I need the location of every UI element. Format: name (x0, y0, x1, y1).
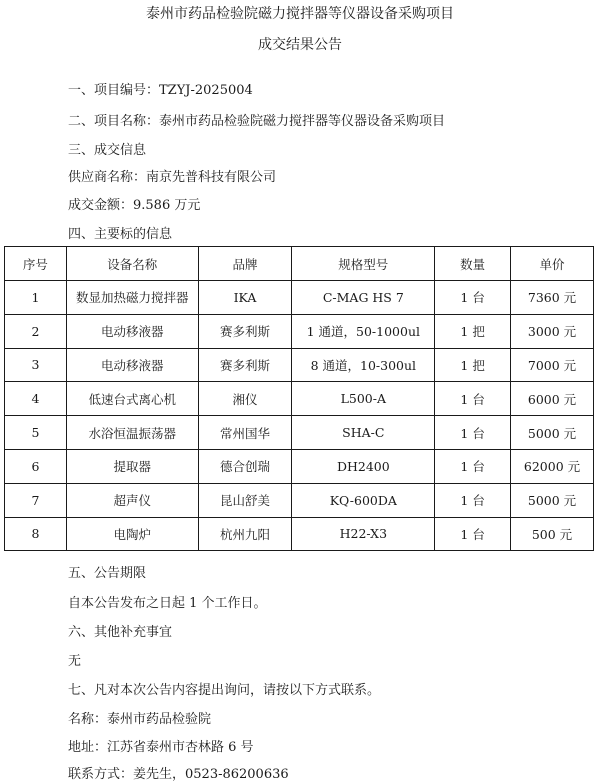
table-row (5, 416, 594, 450)
contact-address: 地址：江苏省泰州市杏林路 6 号 (68, 740, 254, 755)
project-name: 二、项目名称：泰州市药品检验院磁力搅拌器等仪器设备采购项目 (68, 114, 446, 129)
project-number: 一、项目编号：TZYJ-2025004 (68, 83, 253, 98)
cell-quantity: 1 台 (435, 449, 511, 483)
cell-equipment-name: 电陶炉 (66, 517, 198, 551)
cell-quantity: 1 台 (435, 517, 511, 551)
table-row (5, 348, 594, 382)
cell-model: 8 通道，10-300ul (292, 348, 435, 382)
cell-unit-price: 7360 元 (511, 281, 594, 315)
section-three-heading: 三、成交信息 (68, 143, 147, 158)
header-index: 序号 (5, 247, 67, 281)
cell-equipment-name: 电动移液器 (66, 348, 198, 382)
table-row (5, 281, 594, 315)
cell-quantity: 1 台 (435, 382, 511, 416)
header-brand: 品牌 (198, 247, 292, 281)
table-row (5, 483, 594, 517)
cell-model: SHA-C (292, 416, 435, 450)
cell-unit-price: 3000 元 (511, 314, 594, 348)
items-table (4, 246, 594, 551)
header-equipment-name: 设备名称 (66, 247, 198, 281)
cell-unit-price: 6000 元 (511, 382, 594, 416)
cell-brand: 德合创瑞 (198, 449, 292, 483)
other-matters: 无 (68, 654, 82, 669)
cell-quantity: 1 把 (435, 348, 511, 382)
cell-index: 2 (5, 314, 67, 348)
cell-quantity: 1 台 (435, 281, 511, 315)
header-model: 规格型号 (292, 247, 435, 281)
cell-quantity: 1 台 (435, 483, 511, 517)
cell-equipment-name: 数显加热磁力搅拌器 (66, 281, 198, 315)
cell-index: 5 (5, 416, 67, 450)
cell-brand: 赛多利斯 (198, 314, 292, 348)
cell-brand: 常州国华 (198, 416, 292, 450)
cell-index: 1 (5, 281, 67, 315)
document-title: 泰州市药品检验院磁力搅拌器等仪器设备采购项目 (146, 6, 454, 22)
deal-amount: 成交金额：9.586 万元 (68, 198, 201, 213)
cell-quantity: 1 台 (435, 416, 511, 450)
cell-equipment-name: 水浴恒温振荡器 (66, 416, 198, 450)
table-row (5, 517, 594, 551)
cell-brand: 湘仪 (198, 382, 292, 416)
cell-index: 6 (5, 449, 67, 483)
header-unit-price: 单价 (511, 247, 594, 281)
section-six-heading: 六、其他补充事宜 (68, 625, 173, 640)
cell-equipment-name: 超声仪 (66, 483, 198, 517)
cell-model: L500-A (292, 382, 435, 416)
section-seven-heading: 七、凡对本次公告内容提出询问，请按以下方式联系。 (68, 683, 381, 698)
section-five-heading: 五、公告期限 (68, 566, 147, 581)
table-header-row (5, 247, 594, 281)
header-quantity: 数量 (435, 247, 511, 281)
cell-model: DH2400 (292, 449, 435, 483)
cell-index: 3 (5, 348, 67, 382)
cell-brand: 昆山舒美 (198, 483, 292, 517)
cell-index: 4 (5, 382, 67, 416)
cell-model: KQ-600DA (292, 483, 435, 517)
cell-model: C-MAG HS 7 (292, 281, 435, 315)
supplier-name: 供应商名称：南京先普科技有限公司 (68, 170, 277, 185)
table-row (5, 382, 594, 416)
cell-index: 7 (5, 483, 67, 517)
table-row (5, 314, 594, 348)
cell-quantity: 1 把 (435, 314, 511, 348)
cell-brand: 杭州九阳 (198, 517, 292, 551)
cell-model: 1 通道，50-1000ul (292, 314, 435, 348)
contact-name: 名称：泰州市药品检验院 (68, 712, 212, 727)
announcement-period: 自本公告发布之日起 1 个工作日。 (68, 596, 267, 611)
document-subtitle: 成交结果公告 (258, 37, 342, 53)
cell-unit-price: 62000 元 (511, 449, 594, 483)
contact-person: 联系方式：姜先生，0523-86200636 (68, 767, 289, 782)
cell-brand: 赛多利斯 (198, 348, 292, 382)
cell-unit-price: 5000 元 (511, 416, 594, 450)
cell-equipment-name: 低速台式离心机 (66, 382, 198, 416)
cell-model: H22-X3 (292, 517, 435, 551)
cell-equipment-name: 提取器 (66, 449, 198, 483)
cell-unit-price: 500 元 (511, 517, 594, 551)
cell-index: 8 (5, 517, 67, 551)
section-four-heading: 四、主要标的信息 (68, 227, 173, 242)
cell-unit-price: 5000 元 (511, 483, 594, 517)
table-row (5, 449, 594, 483)
cell-unit-price: 7000 元 (511, 348, 594, 382)
cell-brand: IKA (198, 281, 292, 315)
cell-equipment-name: 电动移液器 (66, 314, 198, 348)
